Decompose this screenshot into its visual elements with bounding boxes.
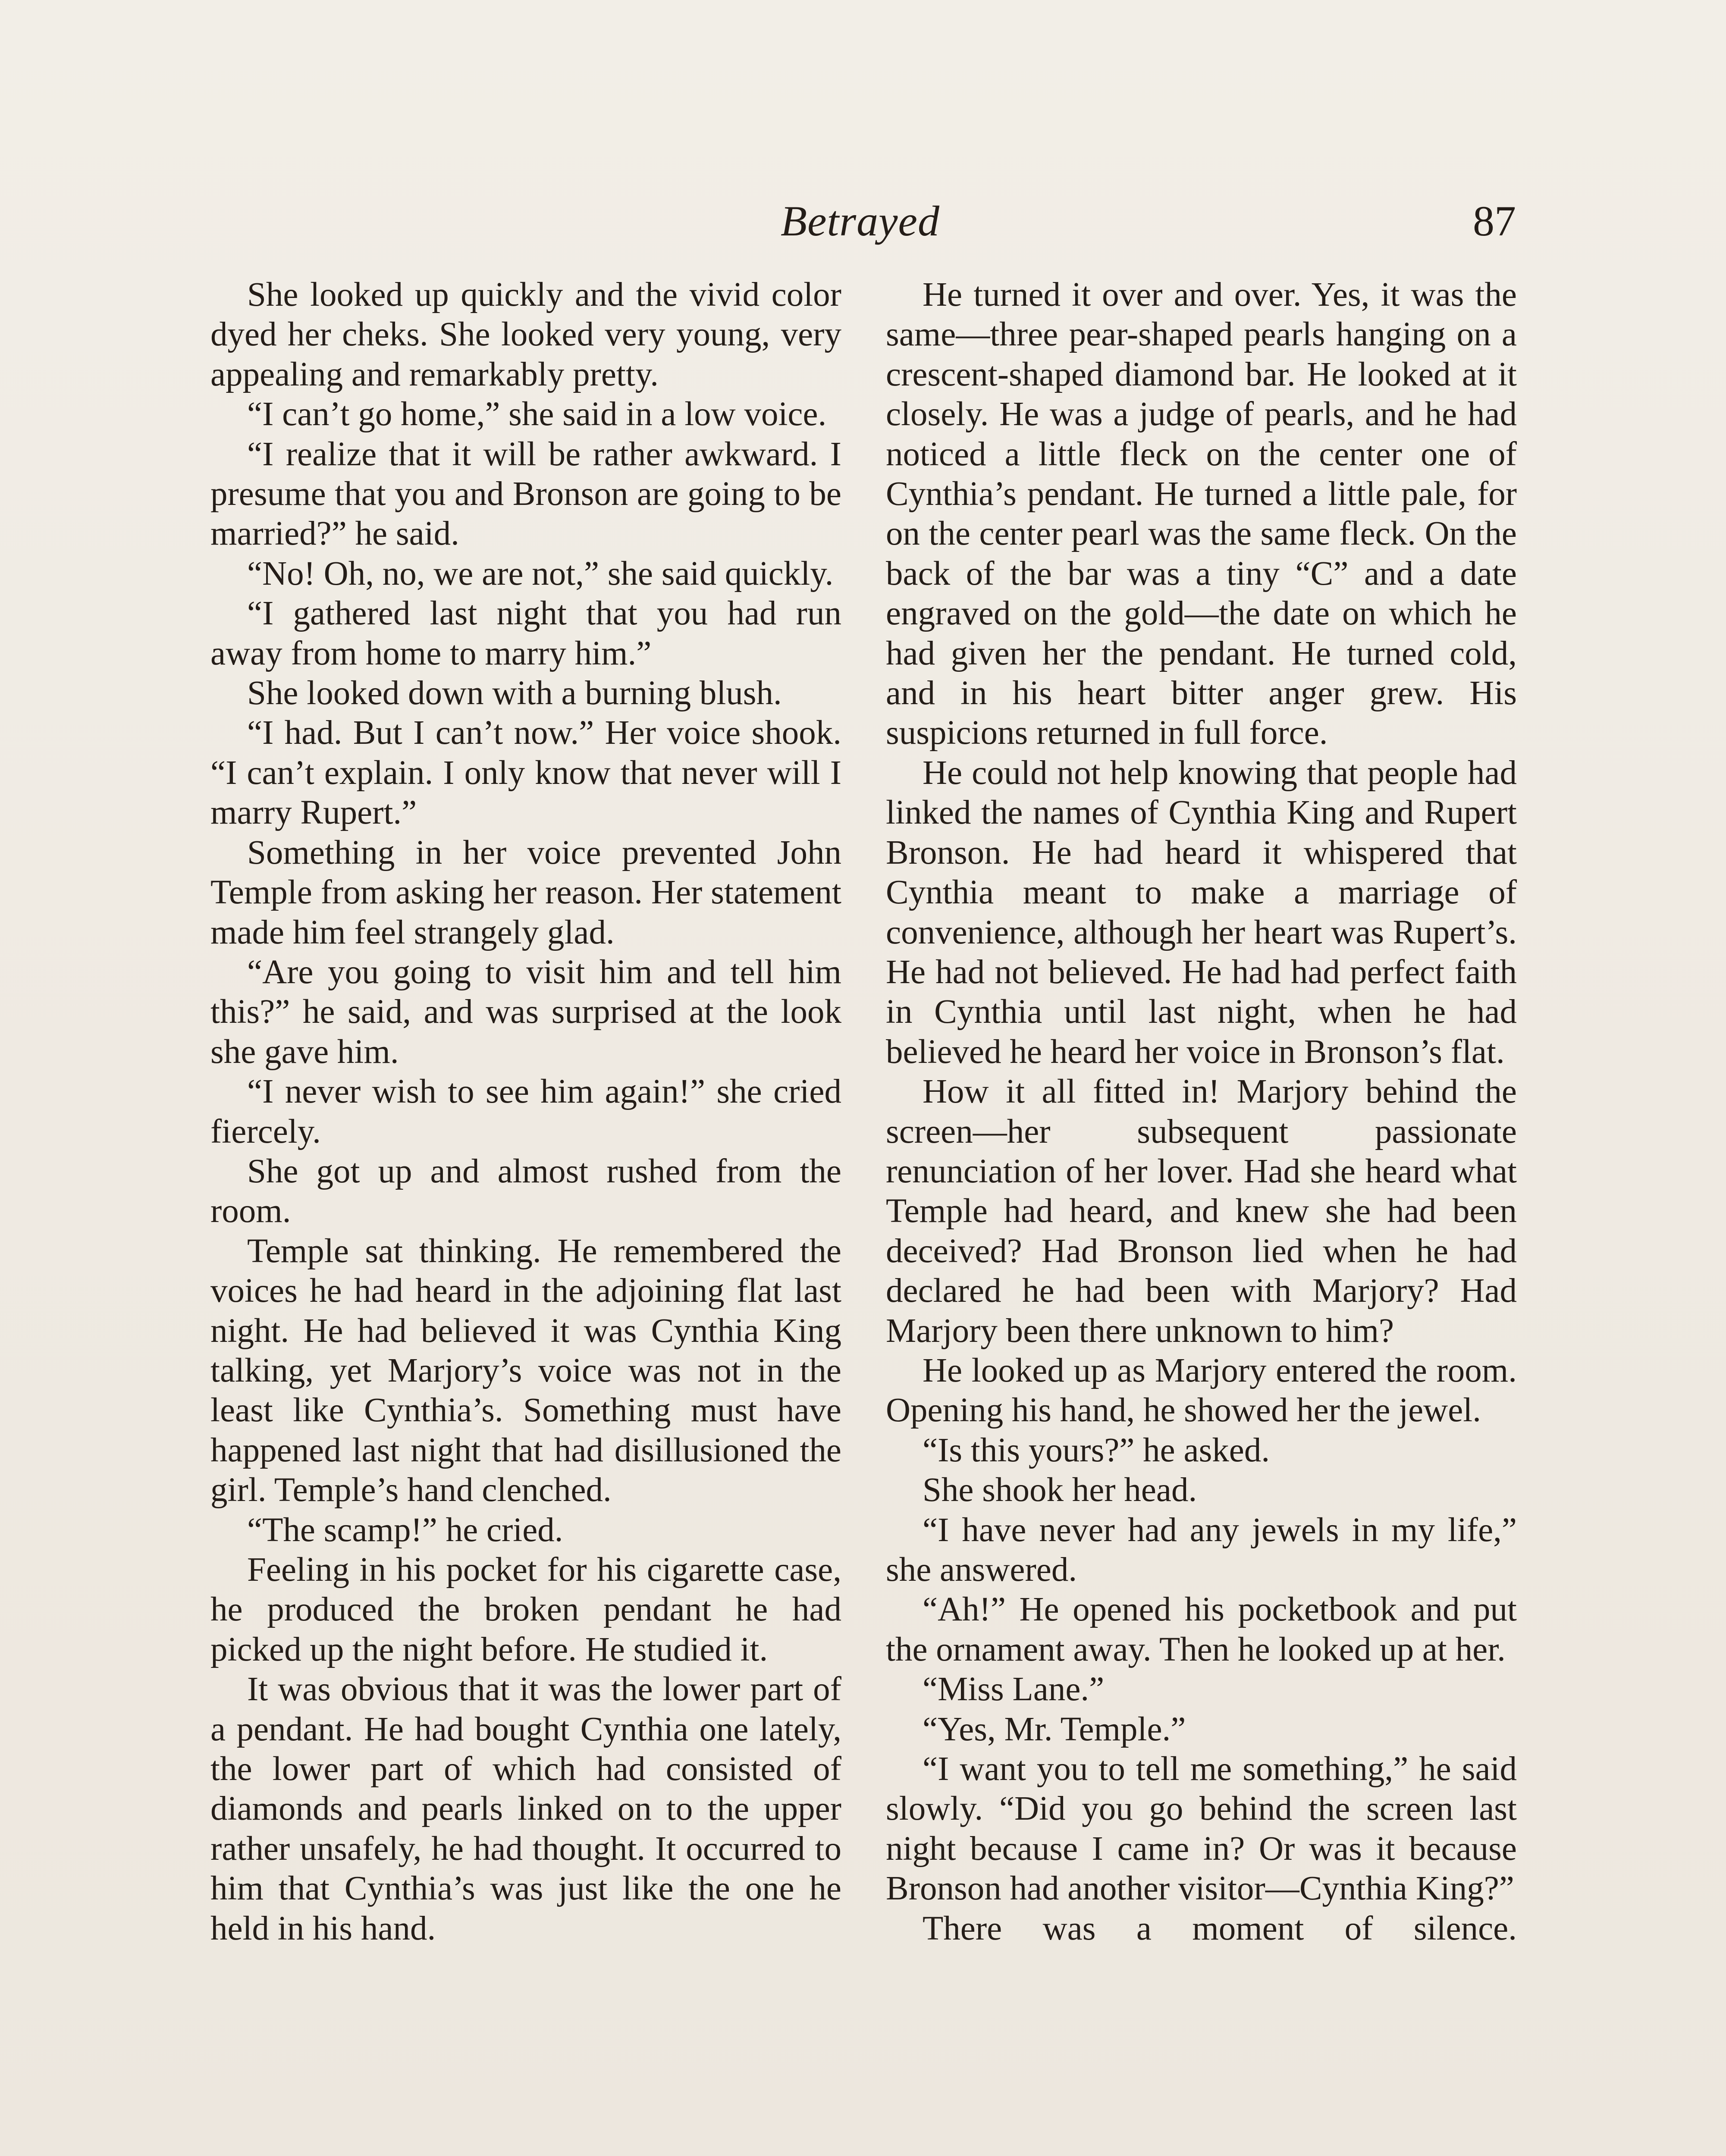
paragraph: Feeling in his pocket for his cigarette case, he produced the broken pendant he had picked up the night before. He studied it.	[210, 1551, 841, 1668]
running-title: Betrayed	[781, 197, 940, 245]
paragraph: “I realize that it will be rather awkward. I presume that you and Bronson are going to be married?” he said.	[210, 435, 841, 553]
page-header	[0, 196, 1726, 248]
paragraph: He turned it over and over. Yes, it was the same—three pear-shaped pearls hanging on a crescent-shaped diamond bar. He looked at it closely. He was a judge of pearls, and he had noticed a little fleck on the center one of Cynthia’s pendant. He turned a little pale, for on the center pearl was the same fleck. On the back of the bar was a tiny “C” and a date engraved on the gold—the date on which he had given her the pendant. He turned cold, and in his heart bitter anger grew. His suspicions returned in full force.	[886, 276, 1517, 752]
paragraph: He could not help knowing that people had linked the names of Cynthia King and Rupert Bronson. He had heard it whispered that Cynthia meant to make a marriage of convenience, although her heart was Rupert’s. He had not believed. He had had perfect faith in Cynthia until last night, when he had believed he heard her voice in Bronson’s flat.	[886, 754, 1517, 1071]
right-text-column	[886, 275, 1517, 1949]
paragraph: “Miss Lane.”	[923, 1670, 1105, 1708]
paragraph: “No! Oh, no, we are not,” she said quickly.	[247, 555, 834, 592]
paragraph: “I never wish to see him again!” she cried fiercely.	[210, 1073, 841, 1150]
paragraph: “Yes, Mr. Temple.”	[923, 1710, 1186, 1748]
paragraph: “I have never had any jewels in my life,” she answered.	[886, 1511, 1517, 1589]
page-number: 87	[1473, 197, 1516, 245]
paragraph: “Is this yours?” he asked.	[923, 1431, 1270, 1469]
paragraph: “The scamp!” he cried.	[247, 1511, 563, 1549]
paragraph: There was a moment of silence.	[923, 1909, 1517, 1947]
paragraph: She looked down with a burning blush.	[247, 674, 782, 712]
paragraph: She got up and almost rushed from the room.	[210, 1152, 841, 1230]
paragraph: Temple sat thinking. He remembered the voices he had heard in the adjoining flat last night. He had believed it was Cynthia King talking, yet Marjory’s voice was not in the least like Cynthia’s. Something must have happened last night that had disillusioned the girl. Temple’s hand clenched.	[210, 1232, 841, 1509]
paragraph: “Ah!” He opened his pocketbook and put the ornament away. Then he looked up at her.	[886, 1591, 1517, 1668]
paragraph: She shook her head.	[923, 1471, 1197, 1509]
paragraph: He looked up as Marjory entered the room. Opening his hand, he showed her the jewel.	[886, 1351, 1517, 1429]
paragraph: She looked up quickly and the vivid color dyed her cheks. She looked very young, very appealing and remarkably pretty.	[210, 276, 841, 393]
paragraph: “Are you going to visit him and tell him this?” he said, and was surprised at the look she gave him.	[210, 953, 841, 1071]
paragraph: “I want you to tell me something,” he said slowly. “Did you go behind the screen last night because I came in? Or was it because Bronson had another visitor—Cynthia King?”	[886, 1750, 1517, 1908]
paragraph: “I gathered last night that you had run away from home to marry him.”	[210, 595, 841, 672]
paragraph: Something in her voice prevented John Temple from asking her reason. Her statement made him feel strangely glad.	[210, 834, 841, 951]
left-text-column	[210, 275, 841, 1949]
paragraph: “I can’t go home,” she said in a low voice.	[247, 395, 827, 433]
paragraph: How it all fitted in! Marjory behind the screen—her subsequent passionate renunciation of her lover. Had she heard what Temple had heard, and knew she had been deceived? Had Bronson lied when he had declared he had been with Marjory? Had Marjory been there unknown to him?	[886, 1073, 1517, 1350]
paragraph: “I had. But I can’t now.” Her voice shook. “I can’t explain. I only know that never will I marry Rupert.”	[210, 714, 841, 832]
paragraph: It was obvious that it was the lower part of a pendant. He had bought Cynthia one lately, the lower part of which had consisted of diamonds and pearls linked on to the upper rather unsafely, he had thought. It occurred to him that Cynthia’s was just like the one he held in his hand.	[210, 1670, 841, 1947]
